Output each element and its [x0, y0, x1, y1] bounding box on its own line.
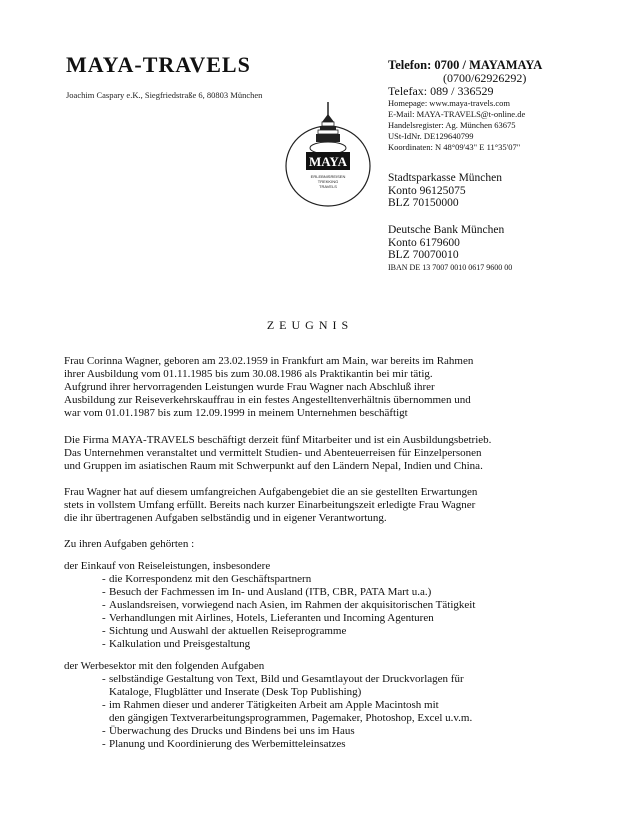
logo-sub3: TRAVELS: [319, 184, 337, 189]
paragraph-line: und Gruppen im asiatischen Raum mit Schwerpunkt auf den Ländern Nepal, Indien und China.: [64, 460, 483, 472]
bank1-name: Stadtsparkasse München: [388, 172, 503, 184]
paragraph-line: Frau Corinna Wagner, geboren am 23.02.1959 in Frankfurt am Main, war bereits im Rahmen: [64, 355, 474, 367]
bank2-name: Deutsche Bank München: [388, 224, 505, 236]
list-item-text: Kataloge, Flugblätter und Inserate (Desk Top Publishing): [109, 686, 362, 698]
handelsregister: Handelsregister: Ag. München 63675: [388, 120, 516, 130]
paragraph-line: die ihr übertragenen Aufgaben selbständig und in eigener Verantwortung.: [64, 512, 387, 524]
section-heading: der Werbesektor mit den folgenden Aufgaben: [64, 660, 265, 672]
bank2-iban: IBAN DE 13 7007 0010 0617 9600 00: [388, 262, 513, 272]
list-item-text: die Korrespondenz mit den Geschäftspartnern: [109, 573, 312, 585]
company-name: MAYA-TRAVELS: [66, 52, 251, 77]
section-werbesektor: [64, 660, 574, 751]
bank1-blz: BLZ 70150000: [388, 197, 459, 209]
list-item-continuation: [102, 686, 574, 699]
list-item-text: Kalkulation und Preisgestaltung: [109, 638, 251, 650]
koordinaten: Koordinaten: N 48°09'43" E 11°35'07": [388, 142, 521, 152]
homepage: Homepage: www.maya-travels.com: [388, 98, 510, 108]
contact-block: [388, 58, 608, 153]
list-item-text: den gängigen Textverarbeitungsprogrammen, Pagemaker, Photoshop, Excel u.v.m.: [109, 712, 473, 724]
dash: -: [102, 725, 106, 737]
dash: -: [102, 699, 106, 711]
paragraph-line: Ausbildung zur Reiseverkehrskauffrau in ein festes Angestelltenverhältnis übernommen und: [64, 394, 471, 406]
list-item: [102, 638, 574, 651]
section-einkauf: [64, 560, 574, 651]
dash: -: [102, 625, 106, 637]
list-item-text: Überwachung des Drucks und Bindens bei uns im Haus: [109, 725, 355, 737]
list-item-text: im Rahmen dieser und anderer Tätigkeiten Arbeit am Apple Macintosh mit: [109, 699, 439, 711]
list-item: [102, 699, 574, 712]
dash: -: [102, 599, 106, 611]
bank2-konto: Konto 6179600: [388, 236, 460, 249]
ust-id: USt-IdNr. DE129640799: [388, 131, 474, 141]
list-item: [102, 625, 574, 638]
list-item-text: Sichtung und Auswahl der aktuellen Reiseprogramme: [109, 625, 347, 637]
dash: -: [102, 673, 106, 685]
list-item: [102, 586, 574, 599]
dash: -: [102, 638, 106, 650]
list-item-text: selbständige Gestaltung von Text, Bild und Gesamtlayout der Druckvorlagen für: [109, 673, 464, 685]
bank1-konto: Konto 96125075: [388, 184, 466, 197]
email: E-Mail: MAYA-TRAVELS@t-online.de: [388, 109, 526, 119]
list-item-text: Verhandlungen mit Airlines, Hotels, Lieferanten und Incoming Agenturen: [109, 612, 434, 624]
list-item-text: Planung und Koordinierung des Werbemitteleinsatzes: [109, 738, 346, 750]
stupa-logo-icon: [282, 100, 374, 208]
bank2-blz: BLZ 70070010: [388, 249, 459, 261]
telefon: Telefon: 0700 / MAYAMAYA: [388, 58, 543, 72]
logo-text: MAYA: [308, 154, 348, 169]
list-item: [102, 725, 574, 738]
paragraph-line: Das Unternehmen veranstaltet und vermittelt Studien- und Abenteuerreisen für Einzelpersonen: [64, 447, 482, 459]
owner-address: Joachim Caspary e.K., Siegfriedstraße 6, 80803 München: [66, 90, 263, 100]
list-item-text: Auslandsreisen, vorwiegend nach Asien, im Rahmen der akquisitorischen Tätigkeit: [109, 599, 476, 611]
telefon-alt: (0700/62926292): [443, 71, 527, 85]
tasks-intro: Zu ihren Aufgaben gehörten :: [64, 538, 195, 550]
section-heading: der Einkauf von Reiseleistungen, insbesondere: [64, 560, 271, 572]
maya-logo: [282, 100, 374, 208]
dash: -: [102, 573, 106, 585]
list-item: [102, 612, 574, 625]
dash: -: [102, 612, 106, 624]
logo-sub1: ERLEBNISREISEN: [310, 174, 346, 179]
document-title: ZEUGNIS: [266, 318, 354, 332]
paragraph-2: [64, 434, 564, 473]
bank-block-2: [388, 224, 608, 273]
dash: -: [102, 738, 106, 750]
list-item: [102, 673, 574, 686]
list-item: [102, 599, 574, 612]
list-item: [102, 573, 574, 586]
dash: -: [102, 586, 106, 598]
paragraph-line: stets in vollstem Umfang erfüllt. Bereits nach kurzer Einarbeitungszeit erledigte Frau Wagner: [64, 499, 476, 511]
paragraph-1: [64, 355, 564, 420]
logo-sub2: TREKKING: [317, 179, 339, 184]
bank-block-1: [388, 172, 608, 210]
list-item-continuation: [102, 712, 574, 725]
paragraph-line: Die Firma MAYA-TRAVELS beschäftigt derzeit fünf Mitarbeiter und ist ein Ausbildungsbetrieb.: [64, 434, 492, 446]
list-item: [102, 738, 574, 751]
paragraph-line: war vom 01.01.1987 bis zum 12.09.1999 in meinem Unternehmen beschäftigt: [64, 407, 408, 419]
telefax: Telefax: 089 / 336529: [388, 84, 494, 98]
paragraph-line: Frau Wagner hat auf diesem umfangreichen Aufgabengebiet die an sie gestellten Erwartungen: [64, 486, 478, 498]
paragraph-3: [64, 486, 564, 525]
list-item-text: Besuch der Fachmessen im In- und Ausland (ITB, CBR, PATA Mart u.a.): [109, 586, 432, 598]
paragraph-line: Aufgrund ihrer hervorragenden Leistungen wurde Frau Wagner nach Abschluß ihrer: [64, 381, 435, 393]
paragraph-line: ihrer Ausbildung vom 01.11.1985 bis zum 30.08.1986 als Praktikantin bei mir tätig.: [64, 368, 433, 380]
